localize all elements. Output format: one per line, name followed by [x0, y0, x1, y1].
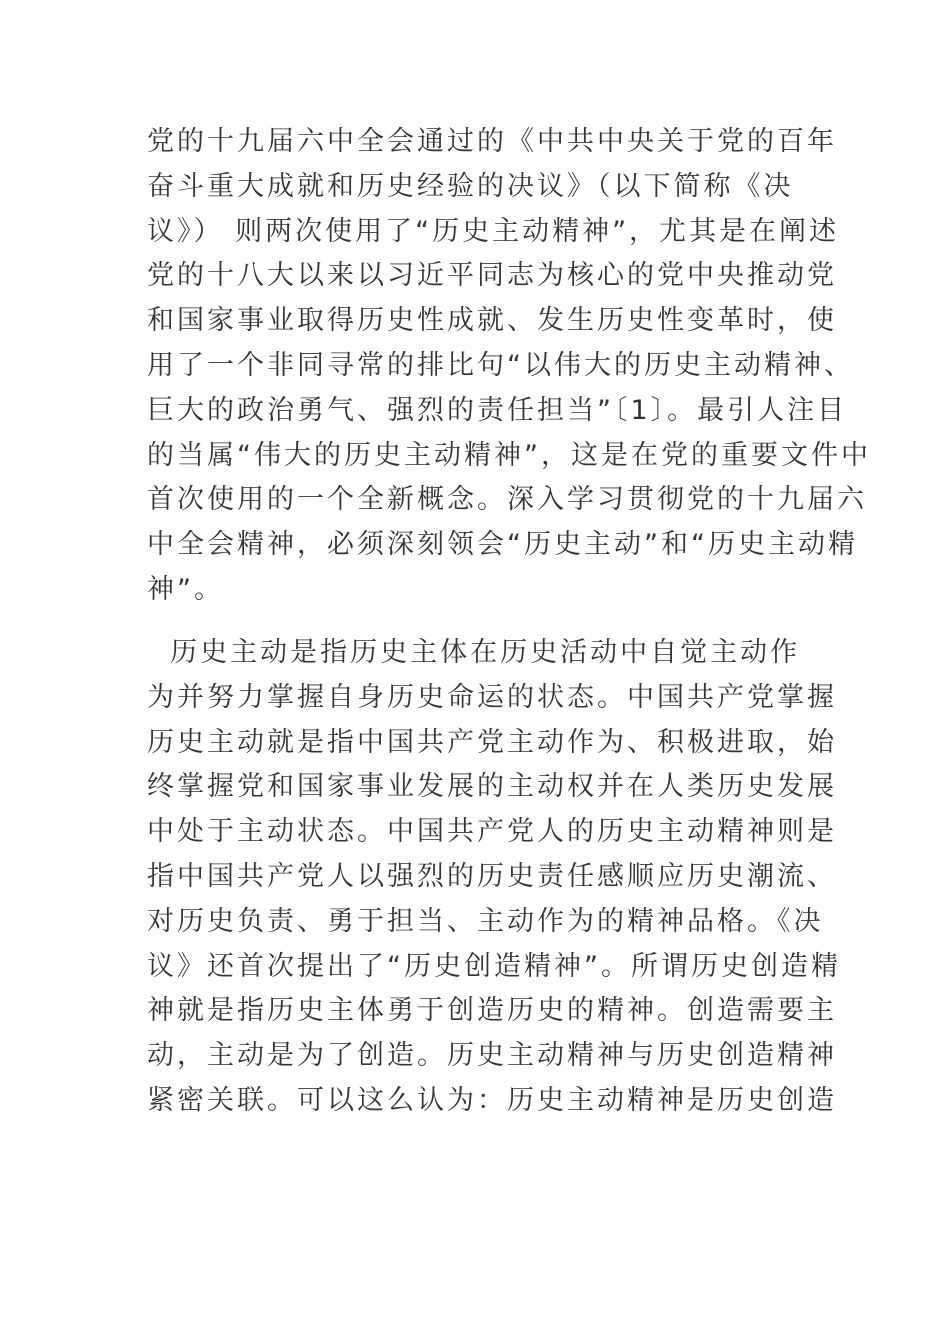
text-line: 的当属“伟大的历史主动精神”，这是在党的重要文件中 — [147, 439, 871, 471]
text-line: 对历史负责、勇于担当、主动作为的精神品格。《决 — [147, 905, 824, 937]
text-line: 动，主动是为了创造。历史主动精神与历史创造精神 — [147, 1040, 837, 1072]
text-line: 党的十九届六中全会通过的《中共中央关于党的百年 — [147, 126, 837, 157]
text-line: 党的十八大以来以习近平同志为核心的党中央推动党 — [147, 260, 837, 292]
text-line: 和国家事业取得历史性成就、发生历史性变革时，使 — [147, 305, 837, 337]
text-line: 历史主动就是指中国共产党主动作为、积极进取，始 — [147, 726, 837, 758]
text-line: 历史主动是指历史主体在历史活动中自觉主动作 — [147, 637, 801, 668]
text-line: 巨大的政治勇气、强烈的责任担当”〔1〕。最引人注目 — [147, 394, 848, 426]
text-line: 议》） 则两次使用了“历史主动精神”，尤其是在阐述 — [147, 215, 840, 247]
text-line: 中处于主动状态。中国共产党人的历史主动精神则是 — [147, 816, 837, 848]
text-line: 奋斗重大成就和历史经验的决议》（以下简称《决 — [147, 170, 794, 202]
text-line: 指中国共产党人以强烈的历史责任感顺应历史潮流、 — [147, 860, 837, 892]
text-line: 用了一个非同寻常的排比句“以伟大的历史主动精神、 — [147, 349, 854, 381]
text-line: 为并努力掌握自身历史命运的状态。中国共产党掌握 — [147, 681, 837, 713]
text-line: 议》还首次提出了“历史创造精神”。所谓历史创造精 — [147, 950, 841, 982]
paragraph-2 — [147, 631, 841, 1124]
text-line: 终掌握党和国家事业发展的主动权并在人类历史发展 — [147, 771, 837, 803]
text-line: 神就是指历史主体勇于创造历史的精神。创造需要主 — [147, 995, 837, 1027]
text-line: 神”。 — [147, 573, 224, 605]
text-line: 紧密关联。可以这么认为：历史主动精神是历史创造 — [147, 1084, 837, 1116]
text-line: 首次使用的一个全新概念。深入学习贯彻党的十九届六 — [147, 484, 867, 516]
text-line: 中全会精神，必须深刻领会“历史主动”和“历史主动精 — [147, 529, 858, 561]
paragraph-1 — [147, 120, 871, 613]
